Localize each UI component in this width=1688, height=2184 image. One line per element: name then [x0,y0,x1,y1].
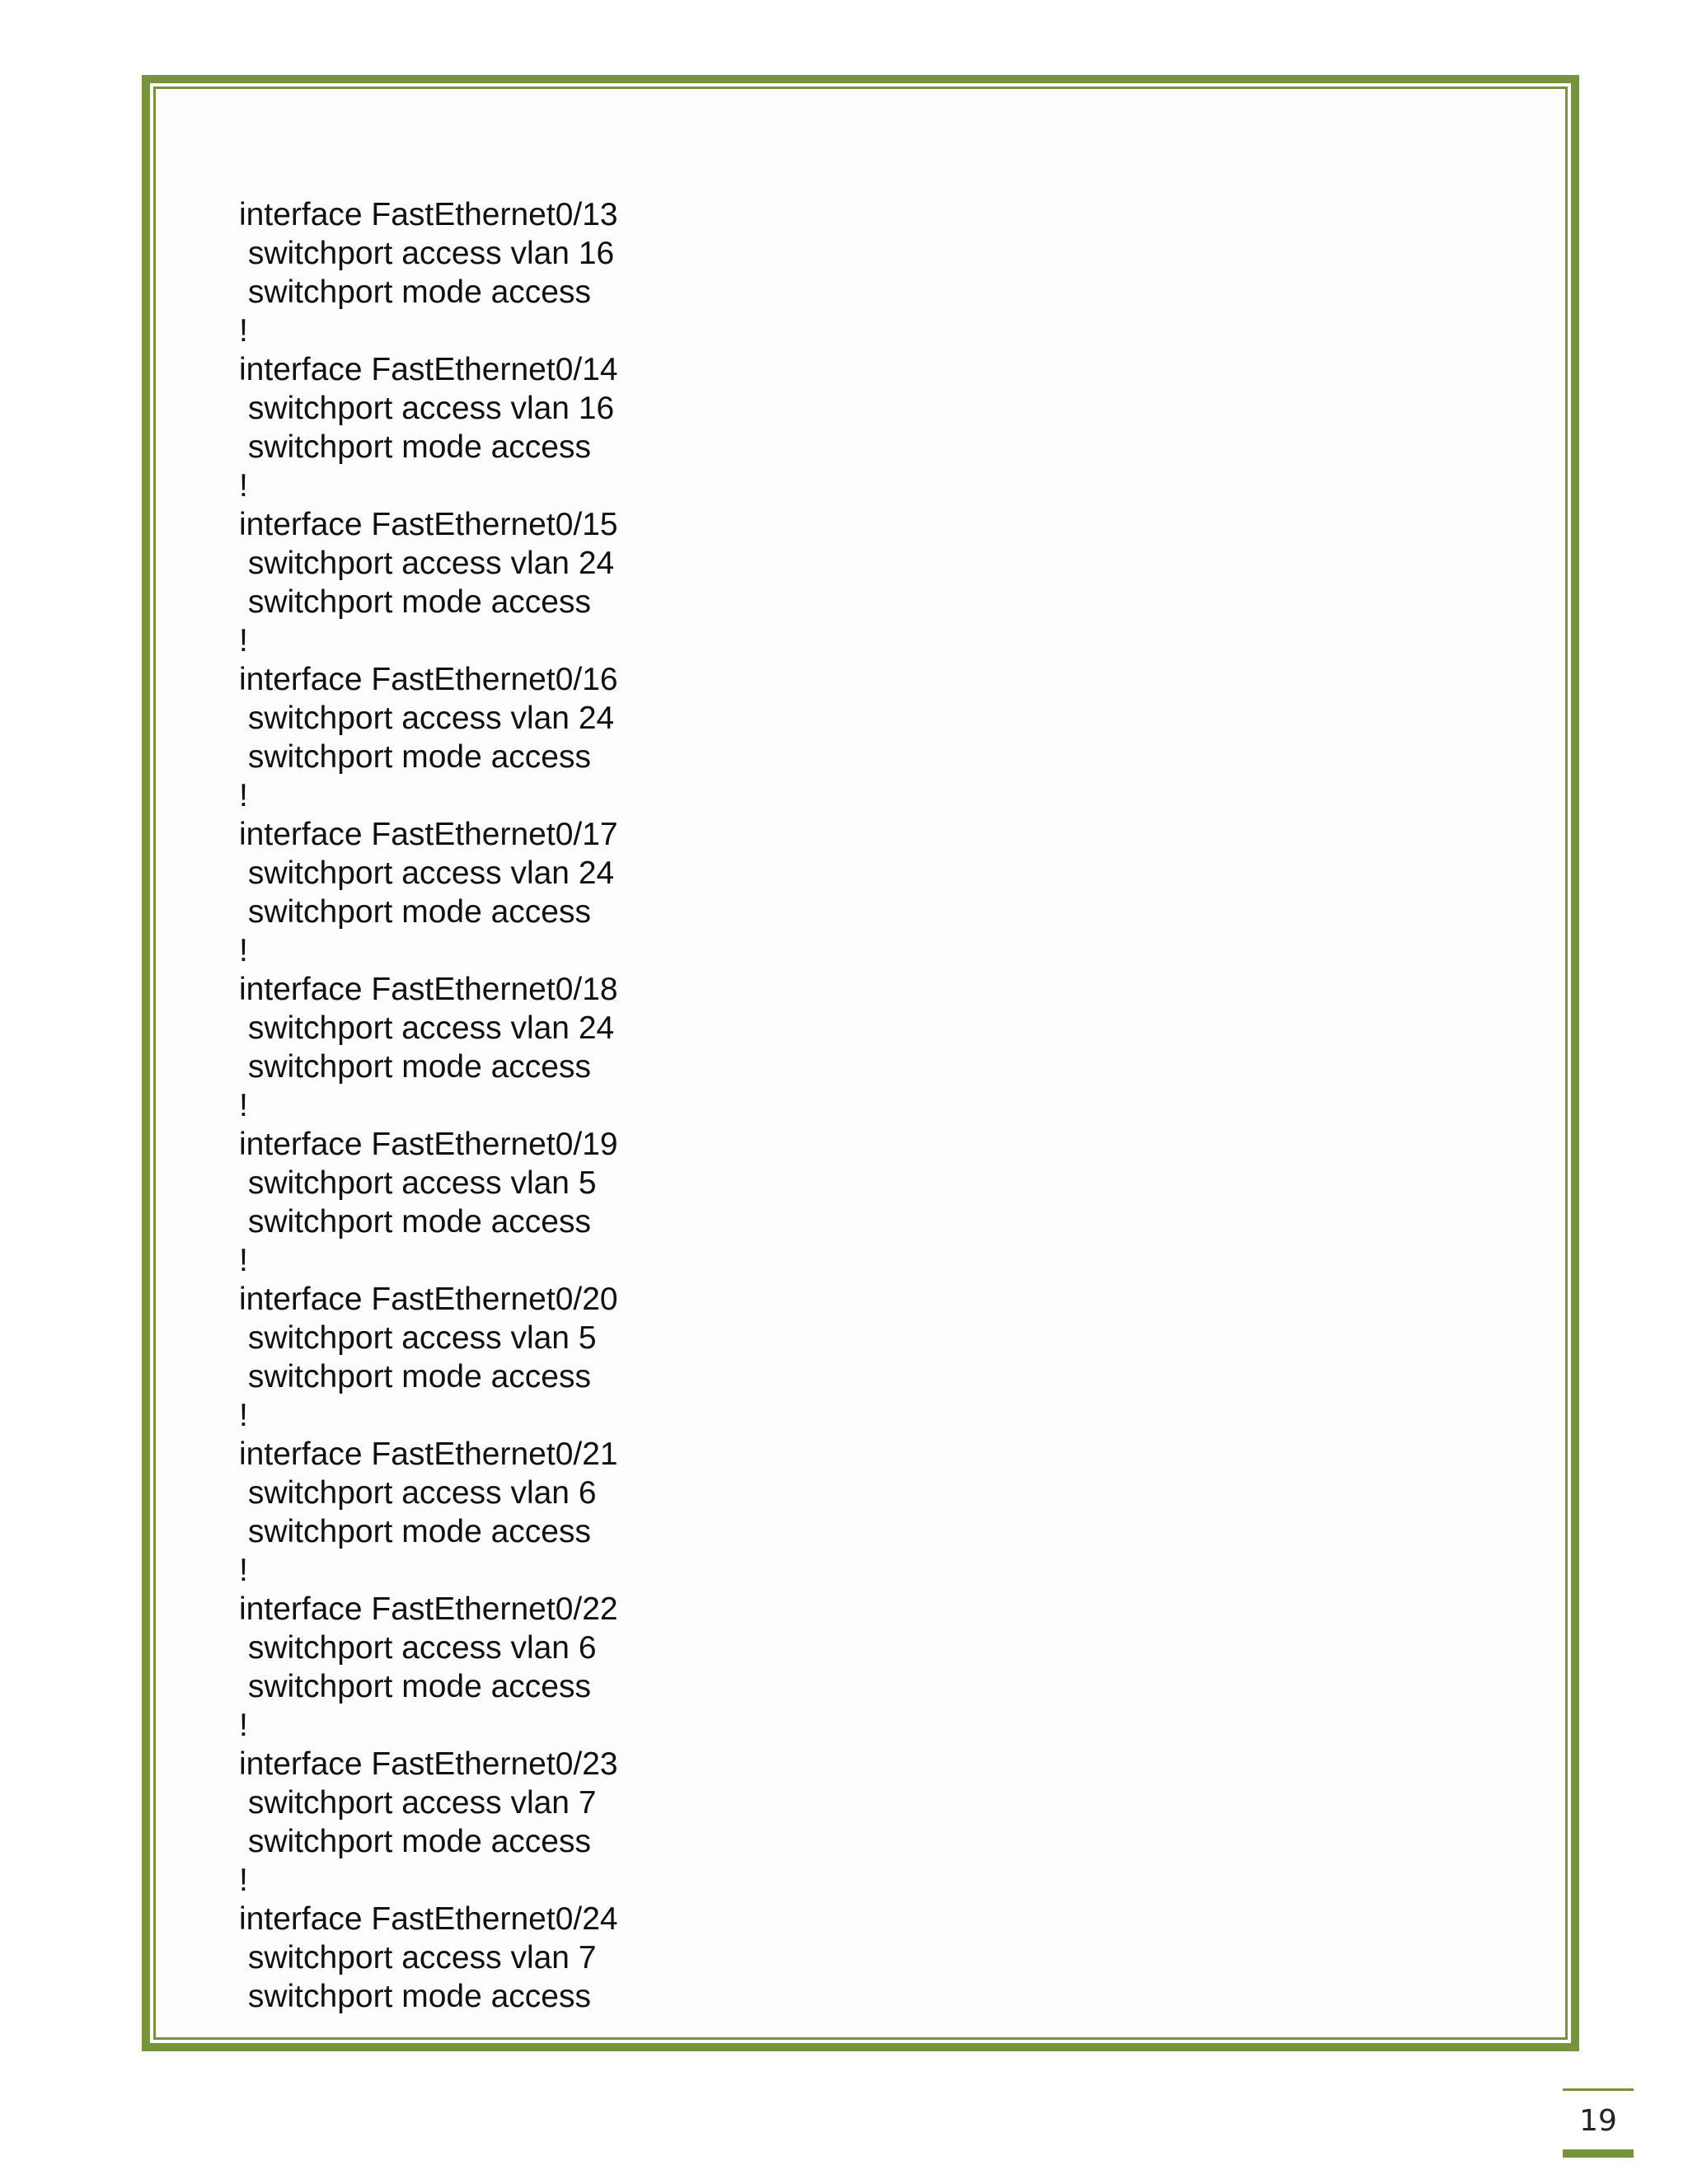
config-line: switchport mode access [239,584,592,620]
config-line: ! [239,623,248,658]
config-line: switchport access vlan 24 [239,701,615,736]
config-line: switchport mode access [239,1514,592,1549]
config-line: interface FastEthernet0/20 [239,1282,618,1317]
config-line: switchport mode access [239,1204,592,1240]
config-line: switchport mode access [239,1049,592,1085]
config-line: switchport access vlan 24 [239,855,615,891]
config-line: ! [239,933,248,968]
config-line: switchport access vlan 7 [239,1940,597,1975]
config-line: switchport access vlan 6 [239,1630,597,1666]
config-line: switchport mode access [239,274,592,310]
page-number-bottom-rule [1563,2149,1634,2158]
config-line: interface FastEthernet0/15 [239,507,618,542]
config-line: ! [239,778,248,813]
config-line: switchport access vlan 7 [239,1785,597,1821]
config-line: interface FastEthernet0/14 [239,352,618,387]
config-line: interface FastEthernet0/21 [239,1436,618,1472]
config-line: interface FastEthernet0/22 [239,1591,618,1627]
config-line: interface FastEthernet0/23 [239,1746,618,1782]
config-line: switchport mode access [239,1979,592,2014]
config-line: switchport access vlan 24 [239,546,615,581]
page-number-box [1563,2088,1634,2158]
config-line: switchport access vlan 16 [239,391,615,426]
config-line: ! [239,1088,248,1123]
config-line: switchport access vlan 5 [239,1320,597,1356]
config-line: switchport mode access [239,1824,592,1859]
config-line: ! [239,1863,248,1898]
config-line: switchport access vlan 5 [239,1165,597,1201]
switch-config-listing [239,195,618,2016]
config-line: ! [239,1398,248,1433]
page-number-top-rule [1563,2088,1634,2091]
config-line: interface FastEthernet0/18 [239,972,618,1007]
config-line: switchport mode access [239,894,592,930]
page-number: 19 [1579,2104,1617,2138]
config-line: switchport access vlan 16 [239,236,615,271]
config-line: switchport mode access [239,429,592,465]
config-line: ! [239,1553,248,1588]
config-line: interface FastEthernet0/13 [239,197,618,232]
config-line: switchport mode access [239,739,592,775]
config-line: interface FastEthernet0/19 [239,1127,618,1162]
config-line: interface FastEthernet0/17 [239,817,618,852]
config-line: interface FastEthernet0/24 [239,1901,618,1937]
config-line: ! [239,1243,248,1278]
config-line: ! [239,313,248,349]
config-line: interface FastEthernet0/16 [239,662,618,697]
config-line: switchport access vlan 24 [239,1010,615,1046]
config-line: switchport mode access [239,1359,592,1394]
config-line: ! [239,468,248,504]
config-line: switchport access vlan 6 [239,1475,597,1511]
config-line: switchport mode access [239,1669,592,1704]
config-line: ! [239,1708,248,1743]
